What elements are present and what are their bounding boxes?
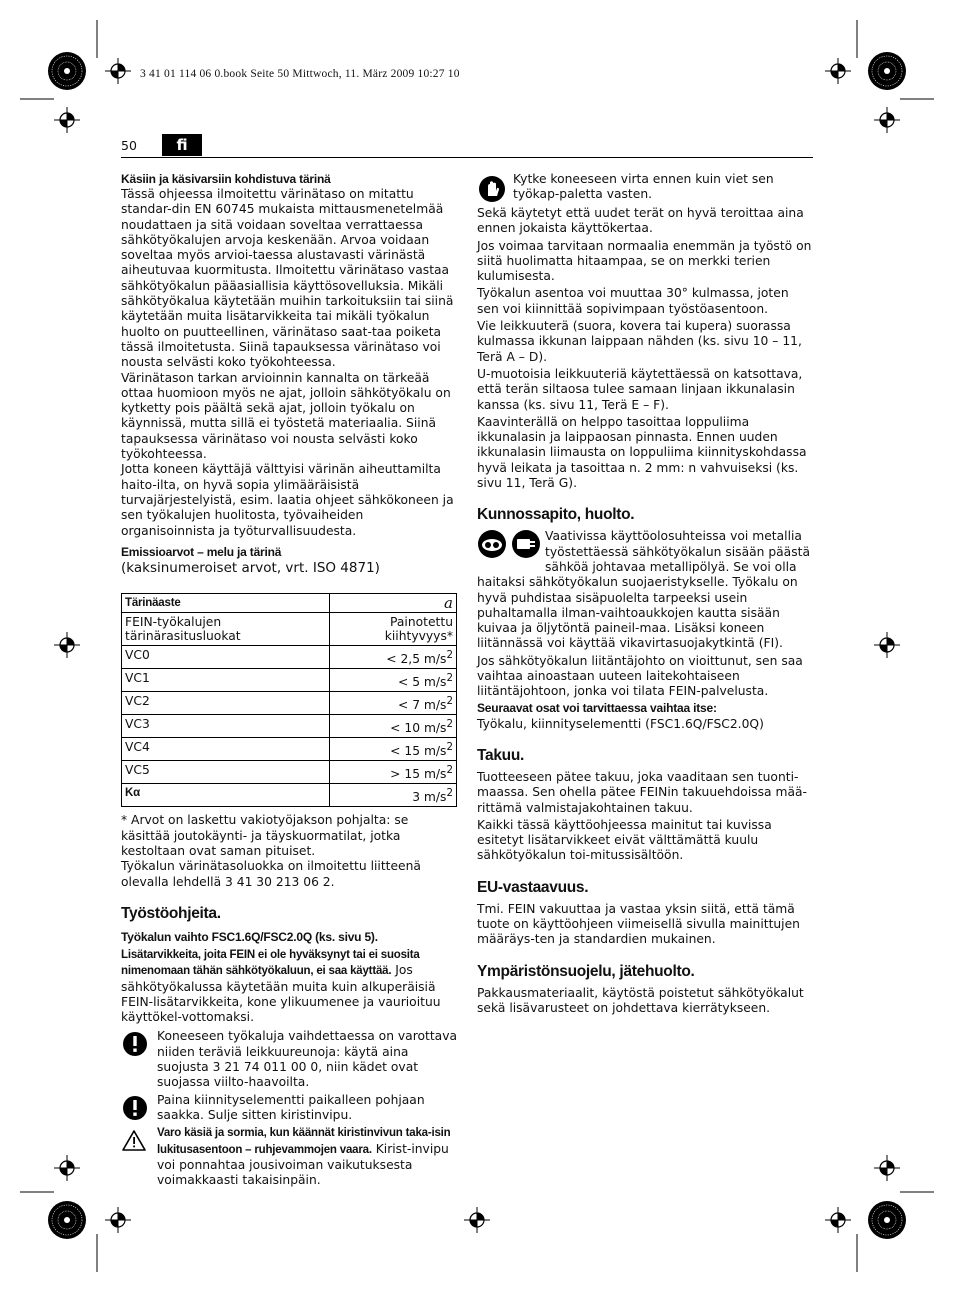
- maintenance-icons: [477, 529, 545, 561]
- class-paragraph: Työkalun värinätasoluokka on ilmoitettu liitteenä olevalla lehdellä 3 41 30 213 06 2.: [121, 859, 421, 889]
- table-header-left: Tärinäaste: [122, 593, 330, 612]
- exclamation-icon: [121, 1093, 157, 1123]
- table-row: VC1 < 5 $m/s^2$: [122, 668, 457, 691]
- angle-paragraph: Työkalun asentoa voi muuttaa 30° kulmassa, joten sen voi kiinnittää sopivimpaan työstöasentoon.: [477, 286, 789, 316]
- table-subheader-left: FEIN-työkalujen tärinärasitusluokat: [122, 612, 330, 645]
- vibration-paragraph: Tässä ohjeessa ilmoitettu värinätaso on mitattu standar-din EN 60745 mukaista mittausmenetelmää noudattaen ja sitä voidaan soveltaa verrattaessa sähkötyökalujen arvoja keskenään. Arvoa voidaan soveltaa myös arvioi-taessa alustavasti värinästä aiheutuvaa kuormitusta. Ilmoitettu värinätaso vastaa sähkötyökalun pääasiallisia käyttösovelluksia. Mikäli sähkötyökalua käytetään muihin tarkoituksiin tai siinä käytetään muita lisätarvikkeita tai mikäli työkalun huolto on puutteellinen, värinätaso saat-taa poiketa tässä ilmoitetusta. Siinä tapauksessa värinätaso voi nousta selvästi koko työkohteessa.: [121, 187, 454, 370]
- table-row: VC5 > 15 $m/s^2$: [122, 761, 457, 784]
- book-meta-line: 3 41 01 114 06 0.book Seite 50 Mittwoch, 11. März 2009 10:27 10: [140, 68, 460, 80]
- note-power-on: Kytke koneeseen virta ennen kuin viet sen työkap-paletta vasten.: [477, 172, 813, 206]
- parts-heading: Seuraavat osat voi tarvittaessa vaihtaa itse:: [477, 700, 717, 715]
- table-row: VC0 < 2,5 $m/s^2$: [122, 645, 457, 668]
- table-row: VC3 < 10 $m/s^2$: [122, 715, 457, 738]
- environment-heading: Ympäristönsuojelu, jätehuolto.: [477, 962, 695, 980]
- right-column: [477, 172, 813, 1016]
- exclamation-icon: [121, 1029, 157, 1059]
- table-header-right: a: [329, 593, 456, 612]
- language-tab: fi: [162, 134, 202, 156]
- blade-paragraph: Vie leikkuuterä (suora, kovera tai kupera) suorassa kulmassa ikkunan laippaan nähden (ks. sivu 10 – 11, Terä A – D).: [477, 319, 802, 364]
- safety-paragraph: Jotta koneen käyttäjä välttyisi värinän aiheuttamilta haito-ilta, on hyvä sopia ylimääräisistä turvajärjestelyistä, esim. laatia ohjeet sähkökoneen ja sen työkalujen huolitosta, työvaiheiden organisoinnista ja työturvallisuudesta.: [121, 462, 454, 538]
- table-row: VC2 < 7 $m/s^2$: [122, 692, 457, 715]
- footnote-paragraph: * Arvot on laskettu vakiotyöjakson pohjalta: se käsittää joutokäynti- ja täyskuormatilat, jotka kestoltaan ovat saman pituiset.: [121, 813, 409, 859]
- environment-paragraph: Pakkausmateriaalit, käytöstä poistetut sähkötyökalut sekä lisävarusteet on johdettava kierrätykseen.: [477, 985, 804, 1015]
- accessories-paragraph: Lisätarvikkeita, joita FEIN ei ole hyväksynyt tai ei suosita nimenomaan tähän sähkötyökaluun, ei saa käyttää. Jos sähkötyökalussa käytetään muita kuin alkuperäisiä FEIN-lisätarvikkeita, kone ylikuumenee ja vaurioituu käyttökel-vottomaksi.: [121, 948, 441, 1025]
- warning-triangle-icon: [121, 1125, 157, 1155]
- left-column: [121, 172, 457, 1188]
- vibration-heading: Käsiin ja käsivarsiin kohdistuva tärinä: [121, 172, 331, 186]
- warranty-paragraph-1: Tuotteeseen pätee takuu, joka vaaditaan sen tuonti-maassa. Sen ohella pätee FEINin takuuehdoissa mää-rittämä valmistajakohtainen takuu.: [477, 769, 807, 815]
- warranty-paragraph-2: Kaikki tässä käyttöohjeessa mainitut tai kuvissa esitetyt lisätarvikkeet eivät välttämättä kuulu sähkötyökalun toi-mitussisältöön.: [477, 817, 772, 863]
- hand-switch-icon: [477, 172, 513, 206]
- eu-paragraph: Tmi. FEIN vakuuttaa ja vastaa yksin siitä, että tämä tuote on käyttöohjeen viimeisellä sivulla mainittujen määräys-ten ja standardien mukainen.: [477, 901, 800, 947]
- scraper-paragraph: Kaavinterällä on helppo tasoittaa loppuliima ikkunalasin ja laippaosan pinnasta. Ennen uuden ikkunalasin liimausta on loppuliima kiinnityskohdassa hyvä leikata ja tasoittaa n. 2 mm: n vahvuiseksi (ks. sivu 11, Terä G).: [477, 414, 807, 491]
- goggles-icon: [477, 529, 507, 559]
- sharpen-paragraph: Sekä käytetyt että uudet terät on hyvä teroittaa aina ennen jokaista käyttökertaa.: [477, 206, 804, 236]
- table-subheader-row: [122, 612, 457, 645]
- table-subheader-right: Painotettu kiihtyvyys*: [329, 612, 456, 645]
- emission-heading: Emissioarvot – melu ja tärinä: [121, 544, 282, 559]
- note-fixing-element: Paina kiinnityselementti paikalleen pohjaan saakka. Sulje sitten kiristinvipu.: [121, 1093, 457, 1124]
- maintenance-heading: Kunnossapito, huolto.: [477, 506, 635, 524]
- work-heading: Työstöohjeita.: [121, 904, 221, 922]
- force-paragraph: Jos voimaa tarvitaan normaalia enemmän ja työstö on siitä huolimatta hitaampaa, se on merkki terien kulumisesta.: [477, 238, 812, 284]
- ushape-paragraph: U-muotoisia leikkuuteriä käytettäessä on katsottava, että terän siltaosa tulee samaan linjaan ikkunalasin kanssa (ks. sivu 11, Terä E – F).: [477, 366, 803, 412]
- eu-heading: EU-vastaavuus.: [477, 878, 589, 896]
- emission-paragraph: (kaksinumeroiset arvot, vrt. ISO 4871): [121, 559, 380, 576]
- table-row: Kα 3 $m/s^2$: [122, 784, 457, 807]
- vibration-table: [121, 593, 457, 808]
- parts-paragraph: Työkalu, kiinnityselementti (FSC1.6Q/FSC2.0Q): [477, 716, 764, 731]
- table-row: VC4 < 15 $m/s^2$: [122, 738, 457, 761]
- note-cutting-edges: Koneeseen työkaluja vaihdettaessa on varottava niiden teräviä leikkuureunoja: käytä aina suojusta 3 21 74 011 00 0, niin kädet ovat suojassa viilto-haavoilta.: [121, 1029, 457, 1090]
- warranty-heading: Takuu.: [477, 746, 525, 764]
- maintenance-block: Vaativissa käyttöolosuhteissa voi metallia työstettäessä sähkötyökalun sisään päästä sähköä johtavaa metallipölyä. Se voi olla haitaksi sähkötyökalun suojaeristykselle. Työkalu on hyvä puhdistaa sisäpuolelta tarpeeksi usein puhaltamalla ilman-vaihtoaukkojen kautta sisään kuivaa ja öljytöntä paineil-maa. Lisäksi koneen liitännässä voi käyttää vikavirtasuojakytkintä (FI).: [477, 529, 810, 651]
- plug-icon: [511, 529, 541, 559]
- page-number: 50: [121, 138, 137, 153]
- warning-clamp-lever: Varo käsiä ja sormia, kun käännät kiristinvivun taka-isin lukitusasentoon – ruhjevammojen vaara. Kirist-invipu voi ponnahtaa jousivoiman vaikutuksesta voimakkaasti takaisinpäin.: [121, 1125, 457, 1188]
- estimate-paragraph: Värinätason tarkan arvioinnin kannalta on tärkeää ottaa huomioon myös ne ajat, jolloin sähkötyökalu on kytketty pois päältä sekä ajat, jolloin työkalu on käynnissä, mutta sillä ei työstetä materiaalia. Siinä tapauksessa värinätaso voi nousta selvästi koko työkohteessa.: [121, 370, 451, 462]
- change-heading: Työkalun vaihto FSC1.6Q/FSC2.0Q (ks. sivu 5).: [121, 929, 378, 944]
- cord-paragraph: Jos sähkötyökalun liitäntäjohto on vioittunut, sen saa vaihtaa ainoastaan uuteen laitekohtaiseen liitäntäjohtoon, jonka voi tilata FEIN-palvelusta.: [477, 653, 803, 699]
- header-rule: [121, 157, 813, 158]
- table-header-row: [122, 593, 457, 612]
